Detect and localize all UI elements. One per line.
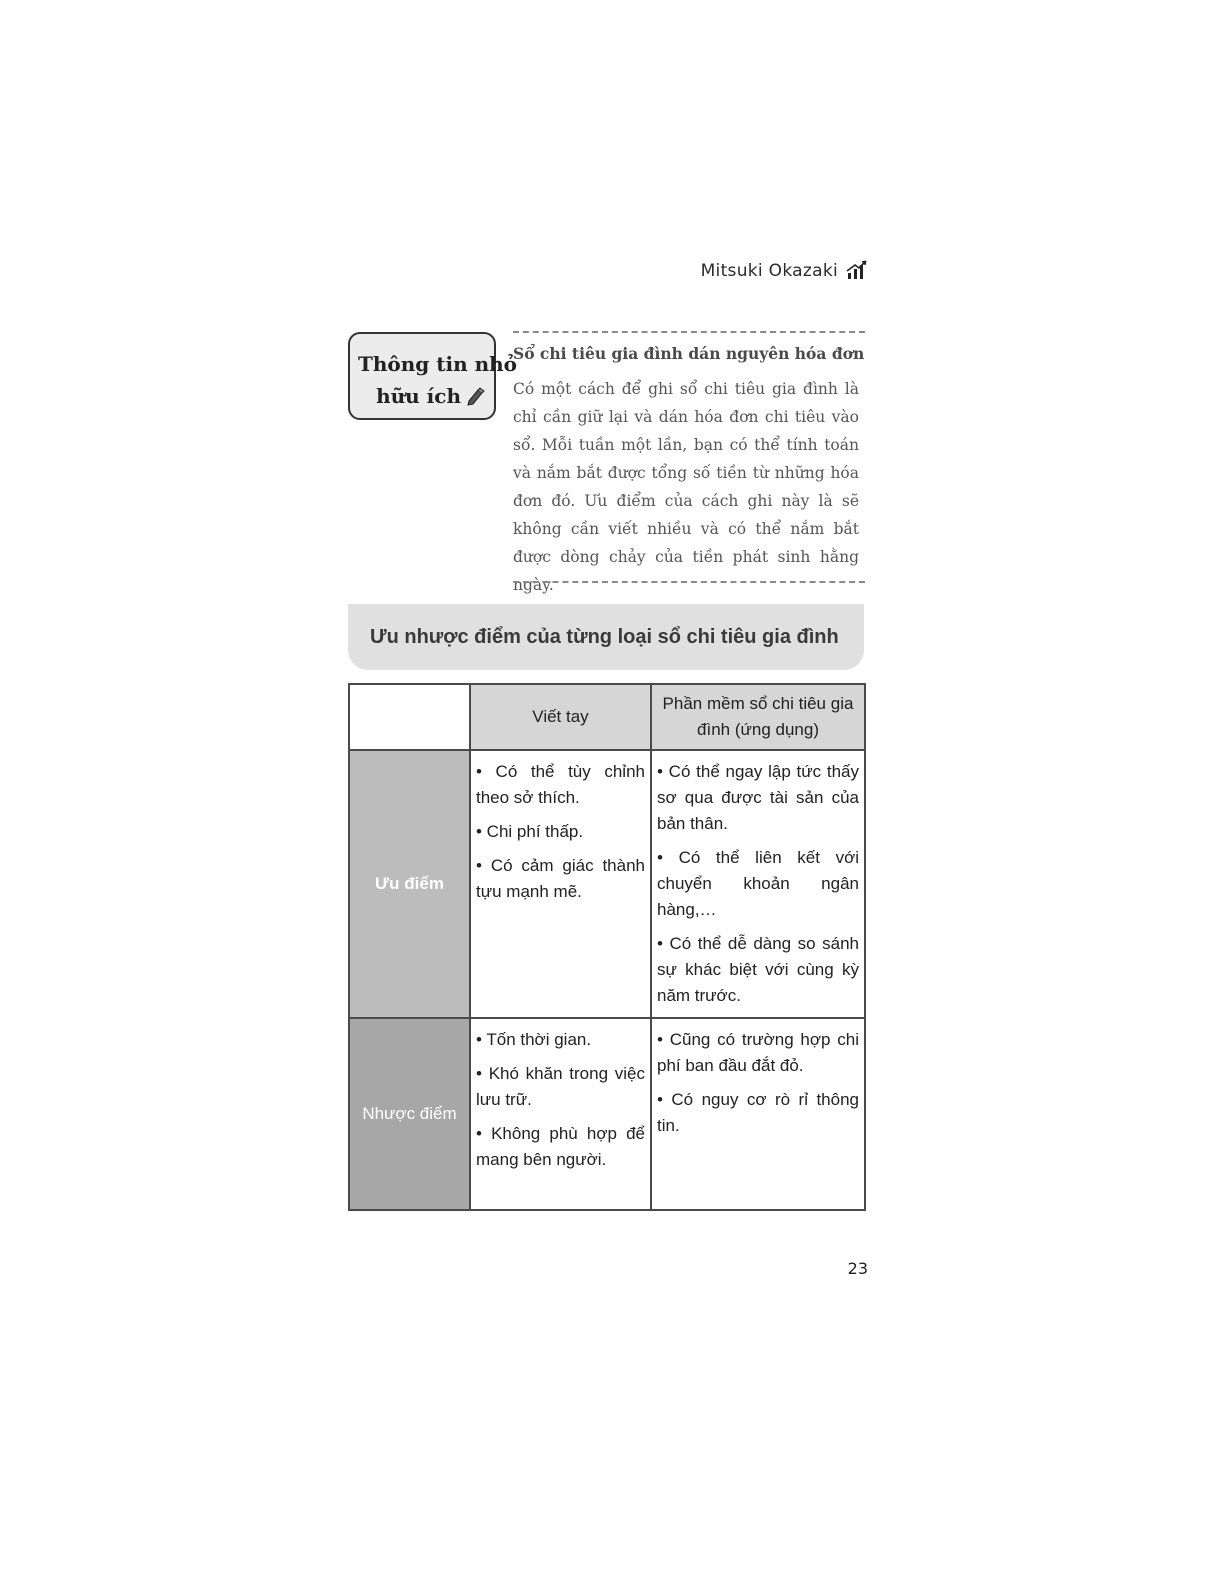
list-item: • Cũng có trường hợp chi phí ban đầu đắt đỏ.: [657, 1030, 859, 1075]
list-item: • Có cảm giác thành tựu mạnh mẽ.: [476, 856, 645, 901]
row-label-advantages: Ưu điểm: [349, 750, 470, 1018]
dashed-divider-top: [513, 331, 865, 333]
tip-badge-line1: Thông tin nhỏ: [358, 352, 518, 376]
list-item: • Có nguy cơ rò rỉ thông tin.: [657, 1090, 859, 1135]
disadvantages-software-cell: [651, 1018, 865, 1210]
bar-chart-icon: [846, 260, 868, 282]
section-banner: [348, 604, 864, 670]
table-corner-cell: [349, 684, 470, 750]
comparison-table: [348, 683, 866, 1211]
row-label-disadvantages: Nhược điểm: [349, 1018, 470, 1210]
tip-badge-line2: hữu ích: [376, 384, 461, 408]
list-item: • Không phù hợp để mang bên người.: [476, 1124, 645, 1169]
table-row: [349, 1018, 865, 1210]
tip-badge: [348, 332, 518, 420]
tip-box: [513, 331, 865, 594]
dashed-divider-bottom: [513, 581, 865, 583]
page-number: 23: [847, 1259, 868, 1278]
list-item: • Có thể ngay lập tức thấy sơ qua được tài sản của bản thân.: [657, 762, 859, 833]
table-header-row: [349, 684, 865, 750]
tip-title: Sổ chi tiêu gia đình dán nguyên hóa đơn: [513, 344, 865, 363]
tip-body: Có một cách để ghi sổ chi tiêu gia đình là chỉ cần giữ lại và dán hóa đơn chi tiêu vào sổ. Mỗi tuần một lần, bạn có thể tính toán và nắm bắt được tổng số tiền từ những hóa đơn đó. Ưu điểm của cách ghi này là sẽ không cần viết nhiều và có thể nắm bắt được dòng chảy của tiền phát sinh hằng ngày.: [513, 380, 859, 594]
column-header-handwritten: Viết tay: [470, 684, 651, 750]
author-name: Mitsuki Okazaki: [700, 261, 838, 281]
column-header-software: Phần mềm sổ chi tiêu gia đình (ứng dụng): [651, 684, 865, 750]
table-row: [349, 750, 865, 1018]
list-item: • Khó khăn trong việc lưu trữ.: [476, 1064, 645, 1109]
list-item: • Có thể liên kết với chuyển khoản ngân hàng,…: [657, 848, 859, 919]
section-title: Ưu nhược điểm của từng loại sổ chi tiêu gia đình: [370, 625, 839, 648]
list-item: • Có thể dễ dàng so sánh sự khác biệt với cùng kỳ năm trước.: [657, 934, 859, 1005]
disadvantages-handwritten-cell: [470, 1018, 651, 1210]
advantages-software-cell: [651, 750, 865, 1018]
advantages-handwritten-cell: [470, 750, 651, 1018]
list-item: • Có thể tùy chỉnh theo sở thích.: [476, 762, 645, 807]
pencil-icon: [466, 386, 486, 406]
running-header: [640, 256, 868, 286]
list-item: • Tốn thời gian.: [476, 1030, 592, 1049]
list-item: • Chi phí thấp.: [476, 822, 584, 841]
